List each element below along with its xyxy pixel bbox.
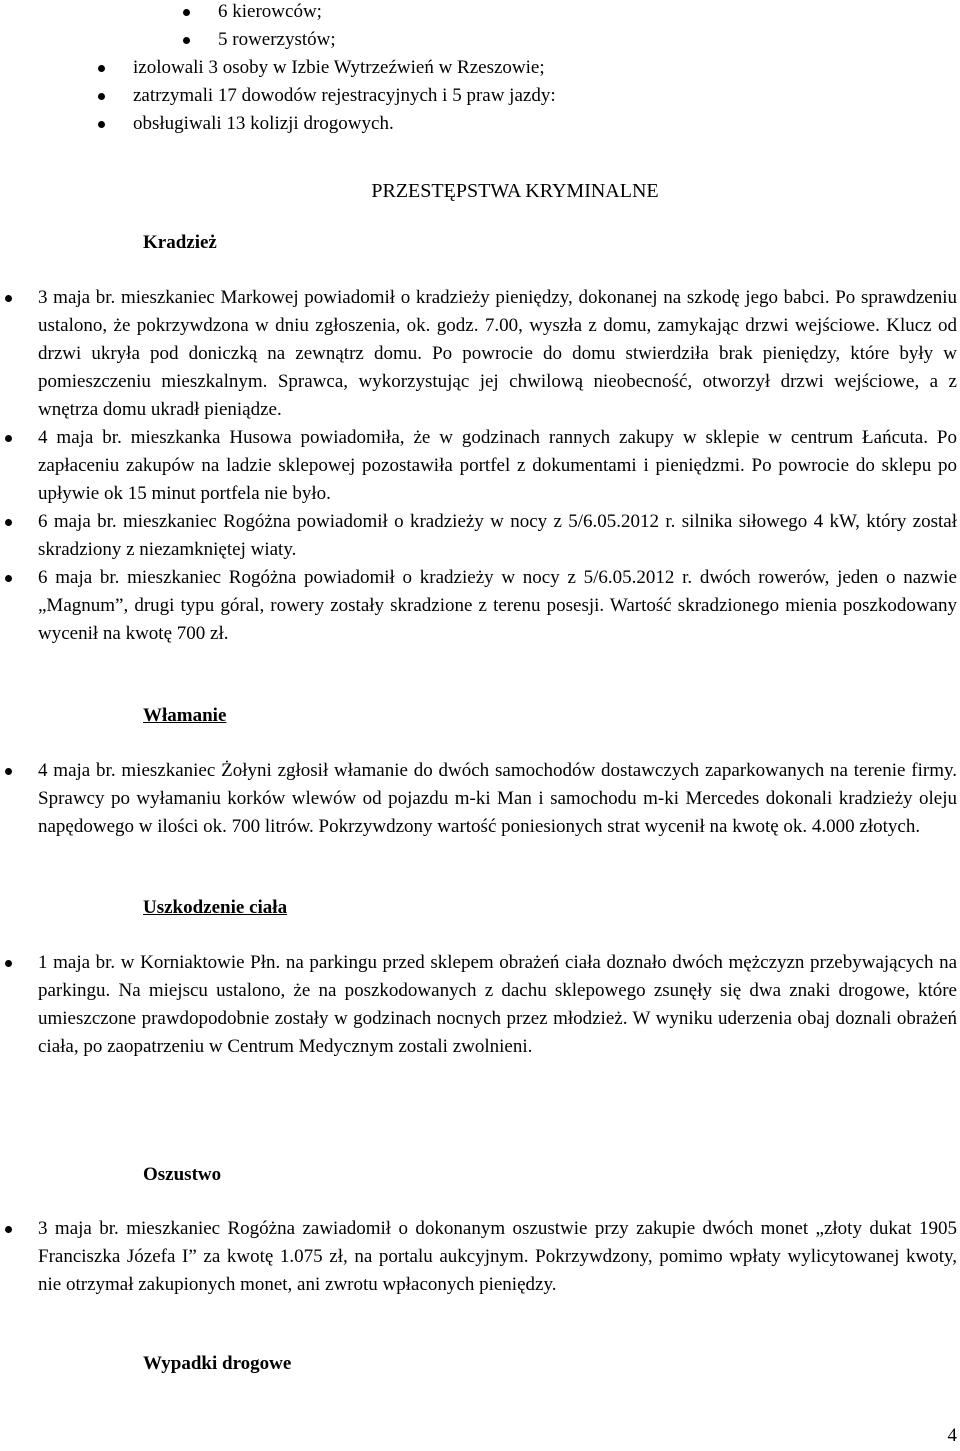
oszustwo-list [0, 1215, 960, 1299]
main-title: PRZESTĘPSTWA KRYMINALNE [371, 180, 659, 202]
page-number: 4 [947, 1425, 957, 1446]
list-item [0, 26, 960, 54]
section-heading-wypadki: Wypadki drogowe [143, 1353, 292, 1374]
bullet-icon [5, 1226, 12, 1233]
list-item [0, 0, 960, 26]
list-item-text: zatrzymali 17 dowodów rejestracyjnych i 5 praw jazdy: [133, 85, 556, 106]
list-item [0, 508, 957, 564]
bullet-icon [98, 65, 105, 72]
list-item-text: 1 maja br. w Korniaktowie Płn. na parkingu przed sklepem obrażeń ciała doznało dwóch mężczyzn przebywających na parkingu. Na miejscu ustalono, że na poszkodowanych z dachu sklepowego zsunęły się dwa znaki drogowe, które umieszczone prawdopodobnie zostały w godzinach nocnych przez młodzież. W wyniku uderzenia obaj doznali obrażeń ciała, po zaopatrzeniu w Centrum Medycznym zostali zwolnieni. [38, 952, 957, 1057]
bullet-icon [5, 575, 12, 582]
section-heading-uszkodzenie: Uszkodzenie ciała [143, 897, 288, 918]
list-item-text: 5 rowerzystów; [218, 29, 336, 50]
list-item-text: obsługiwali 13 kolizji drogowych. [133, 113, 394, 134]
bullet-icon [98, 121, 105, 128]
bullet-icon [5, 960, 12, 967]
list-item-text: izolowali 3 osoby w Izbie Wytrzeźwień w Rzeszowie; [133, 57, 545, 78]
bullet-icon [5, 519, 12, 526]
list-item [0, 82, 960, 110]
list-item-text: 6 kierowców; [218, 1, 322, 22]
list-item [0, 424, 957, 508]
list-item [0, 949, 957, 1061]
list-item-text: 6 maja br. mieszkaniec Rogóżna powiadomił o kradzieży w nocy z 5/6.05.2012 r. silnika siłowego 4 kW, który został skradziony z niezamkniętej wiaty. [38, 511, 957, 560]
bullet-icon [5, 295, 12, 302]
list-item [0, 564, 957, 648]
bullet-icon [98, 93, 105, 100]
section-heading-wlamanie: Włamanie [143, 705, 227, 726]
list-item-text: 6 maja br. mieszkaniec Rogóżna powiadomił o kradzieży w nocy z 5/6.05.2012 r. dwóch rowerów, jeden o nazwie „Magnum”, drugi typu góral, rowery zostały skradzione z terenu posesji. Wartość skradzionego mienia poszkodowany wycenił na kwotę 700 zł. [38, 567, 957, 644]
list-item [0, 1215, 957, 1299]
wlamanie-list [0, 757, 960, 841]
list-item [0, 757, 957, 841]
kradziez-list [0, 284, 960, 648]
bullet-icon [183, 37, 190, 44]
list-item-text: 4 maja br. mieszkanka Husowa powiadomiła, że w godzinach rannych zakupy w sklepie w centrum Łańcuta. Po zapłaceniu zakupów na ladzie sklepowej pozostawiła portfel z dokumentami i pieniędzmi. Po powrocie do sklepu po upływie ok 15 minut portfela nie było. [38, 427, 957, 504]
list-item-text: 3 maja br. mieszkaniec Markowej powiadomił o kradzieży pieniędzy, dokonanej na szkodę jego babci. Po sprawdzeniu ustalono, że pokrzywdzona w dniu zgłoszenia, ok. godz. 7.00, wyszła z domu, zamykając drzwi wejściowe. Klucz od drzwi ukryła pod doniczką na zewnątrz domu. Po powrocie do domu stwierdziła brak pieniędzy, które były w pomieszczeniu mieszkalnym. Sprawca, wykorzystując jej chwilową nieobecność, otworzył drzwi wejściowe, a z wnętrza domu ukradł pieniądze. [38, 287, 957, 420]
list-item-text: 3 maja br. mieszkaniec Rogóżna zawiadomił o dokonanym oszustwie przy zakupie dwóch monet „złoty dukat 1905 Franciszka Józefa I” za kwotę 1.075 zł, na portalu aukcyjnym. Pokrzywdzony, pomimo wpłaty wylicytowanej kwoty, nie otrzymał zakupionych monet, ani zwrotu wpłaconych pieniędzy. [38, 1218, 957, 1295]
section-heading-kradziez: Kradzież [143, 232, 217, 253]
list-item [0, 110, 960, 138]
top-bullet-list [0, 0, 960, 138]
bullet-icon [5, 435, 12, 442]
section-heading-oszustwo: Oszustwo [143, 1164, 222, 1185]
bullet-icon [5, 768, 12, 775]
bullet-icon [183, 9, 190, 16]
list-item [0, 54, 960, 82]
list-item-text: 4 maja br. mieszkaniec Żołyni zgłosił włamanie do dwóch samochodów dostawczych zaparkowanych na terenie firmy. Sprawcy po wyłamaniu korków wlewów od pojazdu m-ki Man i samochodu m-ki Mercedes dokonali kradzieży oleju napędowego w ilości ok. 700 litrów. Pokrzywdzony wartość poniesionych strat wycenił na kwotę ok. 4.000 złotych. [38, 760, 957, 837]
list-item [0, 284, 957, 424]
uszkodzenie-list [0, 949, 960, 1061]
